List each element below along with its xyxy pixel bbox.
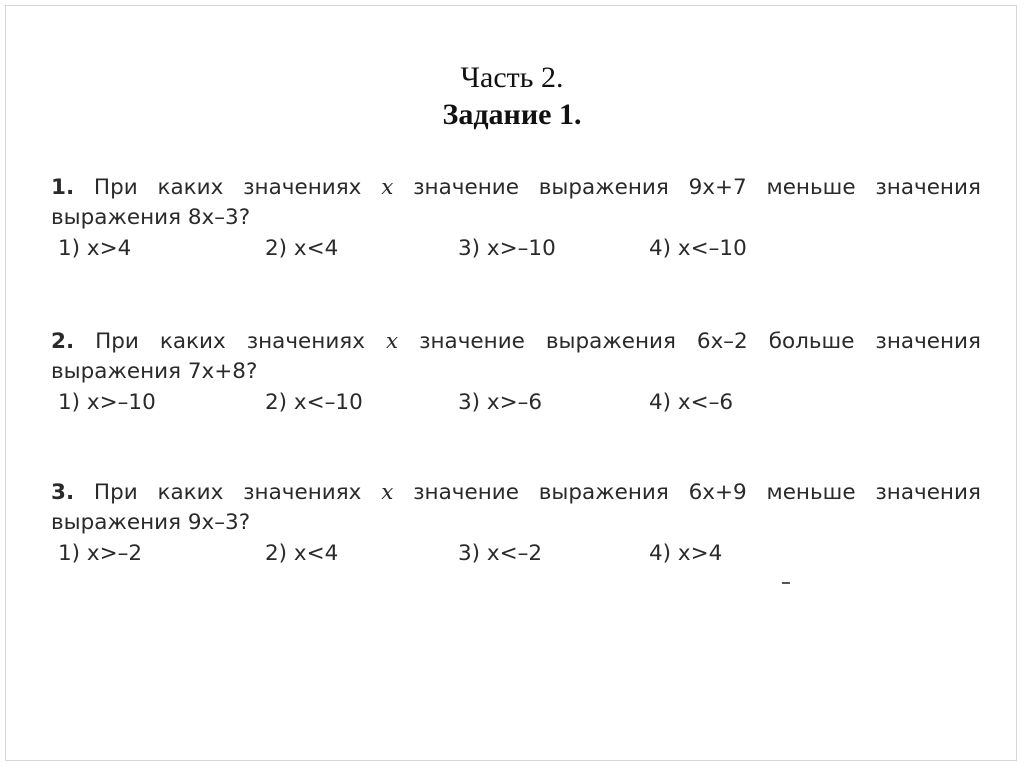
question-variable: x — [381, 175, 394, 200]
problem-3 — [51, 477, 981, 569]
question-word: значение — [413, 480, 519, 505]
slide — [5, 5, 1017, 761]
question-word: При — [95, 329, 139, 354]
slide-header — [6, 59, 1018, 133]
answer-option: 1) x>4 — [58, 236, 132, 261]
question-word: значения — [875, 175, 981, 200]
question-word: значениях — [246, 329, 365, 354]
part-title: Часть 2. — [460, 61, 564, 94]
question-word: значения — [875, 329, 981, 354]
question-word: меньше — [766, 175, 856, 200]
problem-2-question-line2: выражения 7x+8? — [51, 359, 258, 384]
answer-option: 2) x<4 — [265, 541, 339, 566]
answer-option: 4) x<–10 — [649, 236, 747, 261]
problem-1-answers — [51, 233, 981, 264]
question-word: При — [93, 175, 138, 200]
problem-3-question — [51, 477, 981, 508]
task-title: Задание 1. — [442, 98, 582, 131]
question-word: каких — [157, 480, 224, 505]
question-word: значение — [413, 175, 519, 200]
answer-option: 4) x>4 — [649, 541, 723, 566]
problem-2-answers — [51, 387, 981, 418]
problem-1 — [51, 172, 981, 264]
problem-1-question — [51, 172, 981, 203]
question-word: больше — [768, 329, 855, 354]
problem-number: 3. — [51, 480, 75, 505]
problem-1-question-line2: выражения 8x–3? — [51, 205, 251, 230]
question-variable: x — [385, 329, 399, 354]
answer-option: 3) x>–10 — [458, 236, 556, 261]
question-expression: 6x–2 — [696, 329, 748, 354]
question-word: значениях — [243, 175, 362, 200]
question-word: каких — [159, 329, 226, 354]
question-word: каких — [157, 175, 224, 200]
question-expression: 6x+9 — [688, 480, 747, 505]
question-expression: 9x+7 — [688, 175, 747, 200]
answer-option: 2) x<4 — [265, 236, 339, 261]
question-word: выражения — [538, 480, 669, 505]
answer-option: 3) x>–6 — [458, 390, 543, 415]
problem-2-question — [51, 326, 981, 357]
problem-3-answers — [51, 538, 981, 569]
question-word: значениях — [243, 480, 362, 505]
answer-option: 1) x>–2 — [58, 541, 143, 566]
problem-3-question-line2: выражения 9x–3? — [51, 510, 251, 535]
answer-option: 2) x<–10 — [265, 390, 363, 415]
question-word: значение — [419, 329, 525, 354]
question-word: значения — [875, 480, 981, 505]
stray-mark — [782, 582, 790, 584]
question-word: меньше — [766, 480, 856, 505]
question-word: выражения — [545, 329, 676, 354]
answer-option: 4) x<–6 — [649, 390, 734, 415]
question-variable: x — [381, 480, 394, 505]
question-word: выражения — [538, 175, 669, 200]
problem-2 — [51, 326, 981, 418]
problem-number: 2. — [51, 329, 75, 354]
answer-option: 3) x<–2 — [458, 541, 543, 566]
problem-number: 1. — [51, 175, 75, 200]
answer-option: 1) x>–10 — [58, 390, 156, 415]
question-word: При — [93, 480, 138, 505]
